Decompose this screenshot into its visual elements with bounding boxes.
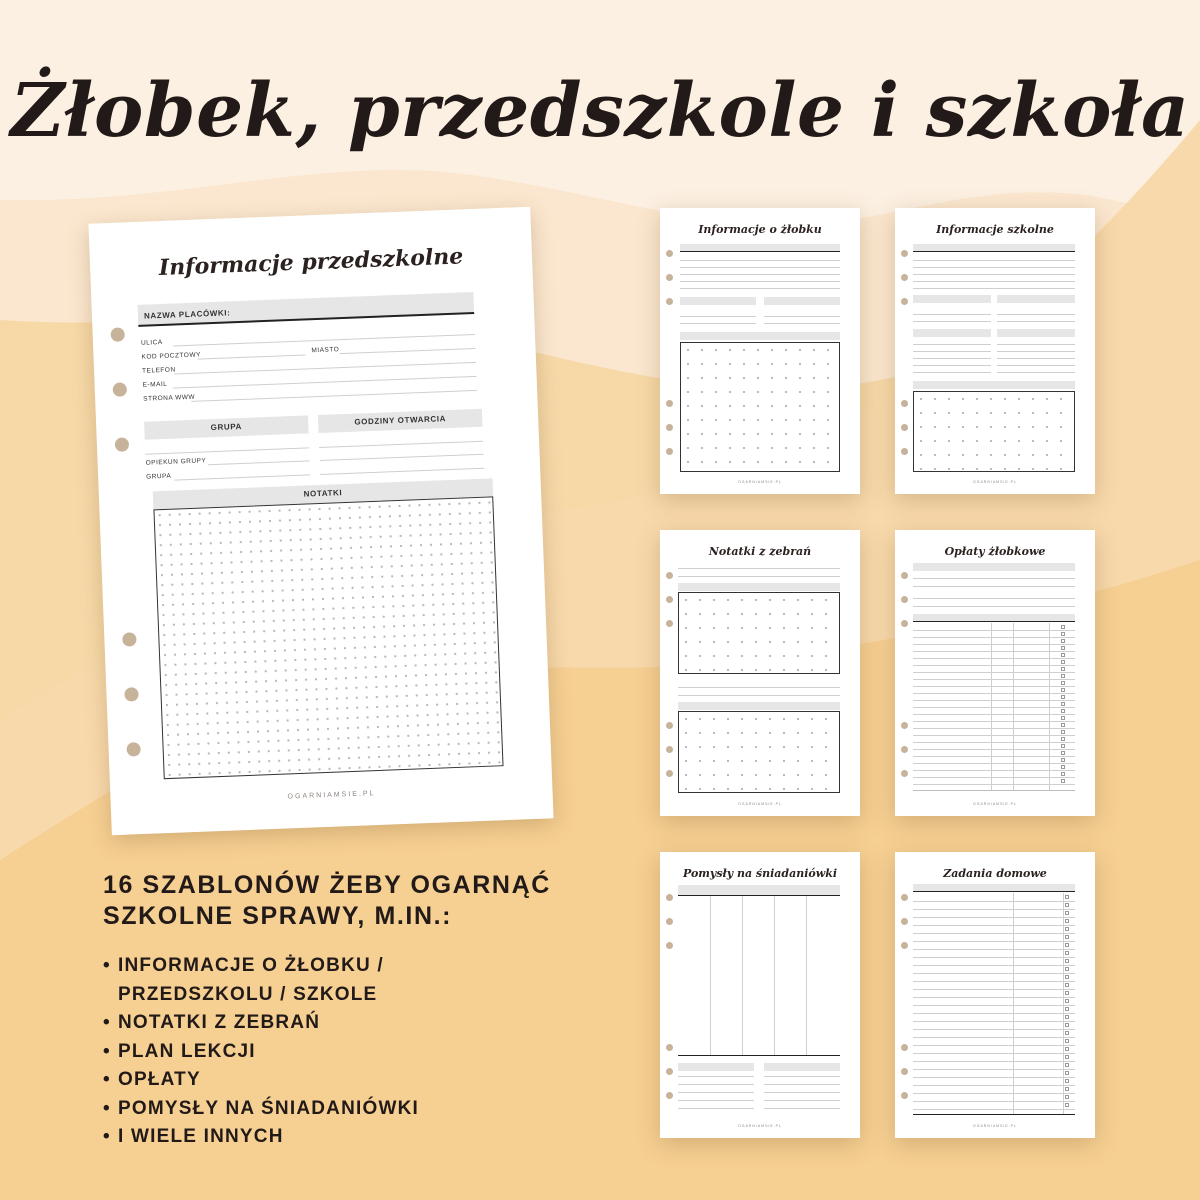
checkbox-icon: [1065, 1031, 1069, 1035]
planner-page-nursery-info: [660, 208, 860, 494]
field-label-street: ULICA: [140, 338, 163, 347]
checkbox-icon: [1061, 723, 1065, 727]
footer-brand: OGARNIAMSIE.PL: [973, 480, 1017, 484]
checkbox-icon: [1061, 667, 1065, 671]
field-line: [678, 1108, 754, 1109]
field-line: [680, 288, 840, 289]
field-line: [997, 365, 1075, 366]
table-row-line: [913, 997, 1075, 998]
table-row-line: [913, 679, 1075, 680]
ring-hole: [666, 424, 673, 431]
checkbox-icon: [1065, 1007, 1069, 1011]
checkbox-icon: [1065, 903, 1069, 907]
ring-hole: [666, 274, 673, 281]
checkbox-icon: [1061, 653, 1065, 657]
checkbox-icon: [1065, 999, 1069, 1003]
table-row-line: [913, 1021, 1075, 1022]
table-column-line: [1013, 893, 1014, 1114]
field-line: [678, 1076, 754, 1077]
table-row-line: [913, 700, 1075, 701]
checkbox-icon: [1065, 1055, 1069, 1059]
header-bar: [913, 295, 991, 303]
table-column-line: [774, 896, 775, 1055]
ring-hole: [901, 1068, 908, 1075]
checkbox-icon: [1065, 895, 1069, 899]
checkbox-icon: [1061, 765, 1065, 769]
field-line: [680, 316, 756, 317]
table-row-line: [913, 735, 1075, 736]
ring-hole: [666, 942, 673, 949]
field-line: [678, 568, 840, 569]
feature-list-item: • OPŁATY: [103, 1066, 623, 1095]
table-row-line: [913, 693, 1075, 694]
field-line: [913, 578, 1075, 579]
table-row-line: [913, 973, 1075, 974]
checkbox-icon: [1061, 702, 1065, 706]
notes-bar: NOTATKI: [153, 478, 493, 509]
ring-hole: [901, 424, 908, 431]
checkbox-icon: [1061, 758, 1065, 762]
checkbox-icon: [1065, 1023, 1069, 1027]
header-bar: [997, 329, 1075, 337]
table-row-line: [913, 665, 1075, 666]
table-row-line: [913, 949, 1075, 950]
footer-brand: OGARNIAMSIE.PL: [287, 790, 376, 801]
table-row-line: [913, 728, 1075, 729]
page-headline: Żłobek, przedszkole i szkoła: [10, 68, 1190, 154]
planner-page-lunchbox-ideas: [660, 852, 860, 1138]
table-row-line: [913, 721, 1075, 722]
feature-list-item: • INFORMACJE O ŻŁOBKU /: [103, 952, 623, 981]
table-row-line: [913, 957, 1075, 958]
ring-hole: [666, 572, 673, 579]
ring-hole: [901, 274, 908, 281]
field-line: [680, 274, 840, 275]
ring-hole: [666, 722, 673, 729]
checkbox-icon: [1065, 975, 1069, 979]
checkbox-icon: [1061, 744, 1065, 748]
notes-bar: [680, 332, 840, 340]
field-line: [319, 441, 483, 448]
field-line: [764, 1084, 840, 1085]
field-line: [913, 260, 1075, 261]
footer-brand: OGARNIAMSIE.PL: [973, 802, 1017, 806]
field-line: [913, 281, 1075, 282]
ring-hole: [666, 1068, 673, 1075]
table-row-line: [913, 1037, 1075, 1038]
field-line: [997, 358, 1075, 359]
checkbox-icon: [1061, 688, 1065, 692]
planner-page-homework: [895, 852, 1095, 1138]
footer-brand: OGARNIAMSIE.PL: [973, 1124, 1017, 1128]
ring-hole: [901, 894, 908, 901]
header-bar: [997, 295, 1075, 303]
ring-hole: [901, 1044, 908, 1051]
field-line: [764, 1076, 840, 1077]
header-bar: [913, 329, 991, 337]
field-line: [340, 348, 476, 354]
ring-hole: [901, 918, 908, 925]
planner-page-meeting-notes: [660, 530, 860, 816]
page-title: Pomysły na śniadaniówki: [682, 867, 838, 880]
promo-section: [103, 870, 623, 1152]
feature-list-item: • POMYSŁY NA ŚNIADANIÓWKI: [103, 1095, 623, 1124]
ring-hole: [115, 437, 130, 452]
feature-list: [103, 952, 623, 1152]
field-line: [680, 267, 840, 268]
ring-hole: [666, 1044, 673, 1051]
ring-hole: [901, 746, 908, 753]
facility-name-bar: NAZWA PLACÓWKI:: [138, 292, 475, 327]
notes-bar: [913, 381, 1075, 389]
dot-grid-notes-area: [678, 592, 840, 674]
table-row-line: [913, 1045, 1075, 1046]
field-line: [764, 316, 840, 317]
page-title: Informacje przedszkolne: [158, 243, 464, 282]
planner-page-preschool-info: [88, 207, 553, 836]
table-header: [678, 885, 840, 896]
feature-list-item: • NOTATKI Z ZEBRAŃ: [103, 1009, 623, 1038]
field-line: [174, 362, 476, 375]
ring-hole: [122, 632, 137, 647]
table-row-line: [913, 1053, 1075, 1054]
fees-table: [913, 623, 1075, 791]
field-line: [678, 1084, 754, 1085]
table-row-line: [913, 933, 1075, 934]
checkbox-icon: [1061, 751, 1065, 755]
lunch-ideas-table: [678, 896, 840, 1056]
table-row-line: [913, 1013, 1075, 1014]
field-line: [913, 358, 991, 359]
table-row-line: [913, 1085, 1075, 1086]
table-column-line: [1049, 623, 1050, 790]
table-row-line: [913, 742, 1075, 743]
page-title: Informacje o żłobku: [698, 223, 822, 236]
field-line: [997, 372, 1075, 373]
field-line: [198, 354, 306, 359]
field-line: [174, 474, 310, 480]
dot-grid-notes-area: [678, 711, 840, 793]
table-row-line: [913, 1109, 1075, 1110]
table-row-line: [913, 637, 1075, 638]
field-label-group: GRUPA: [146, 472, 172, 481]
field-label-city: MIASTO: [311, 346, 340, 355]
table-column-line: [1013, 623, 1014, 790]
field-line: [678, 687, 840, 688]
checkbox-icon: [1065, 959, 1069, 963]
table-header: [913, 884, 1075, 892]
field-label-website: STRONA WWW: [143, 393, 196, 403]
promo-headline-line: 16 SZABLONÓW ŻEBY OGARNĄĆ: [103, 871, 551, 899]
checkbox-icon: [1061, 625, 1065, 629]
field-line: [913, 598, 1075, 599]
field-line: [764, 1108, 840, 1109]
checkbox-icon: [1061, 681, 1065, 685]
field-line: [913, 321, 991, 322]
checkbox-icon: [1065, 1087, 1069, 1091]
field-line: [173, 334, 475, 347]
table-row-line: [913, 714, 1075, 715]
ring-hole: [666, 918, 673, 925]
field-line: [913, 288, 1075, 289]
header-bar: [764, 297, 840, 305]
ring-hole: [666, 1092, 673, 1099]
checkbox-icon: [1065, 1079, 1069, 1083]
table-column-line: [991, 623, 992, 790]
field-line: [678, 576, 840, 577]
table-column-line: [806, 896, 807, 1055]
table-row-line: [913, 672, 1075, 673]
dot-grid-notes-area: [153, 496, 503, 779]
ring-hole: [666, 596, 673, 603]
promo-headline-line: SZKOLNE SPRAWY, M.IN.:: [103, 902, 453, 930]
checkbox-icon: [1061, 660, 1065, 664]
ring-hole: [901, 298, 908, 305]
field-line: [191, 390, 477, 402]
table-row-line: [913, 1077, 1075, 1078]
field-line: [913, 606, 1075, 607]
ring-hole: [901, 770, 908, 777]
table-row-line: [913, 1005, 1075, 1006]
footer-brand: OGARNIAMSIE.PL: [738, 1124, 782, 1128]
field-line: [913, 344, 991, 345]
table-row-line: [913, 901, 1075, 902]
dot-grid-notes-area: [680, 342, 840, 472]
field-line: [913, 274, 1075, 275]
table-column-line: [1063, 893, 1064, 1114]
planner-page-school-info: [895, 208, 1095, 494]
feature-list-item: • I WIELE INNYCH: [103, 1123, 623, 1152]
checkbox-icon: [1061, 716, 1065, 720]
field-line: [913, 372, 991, 373]
checkbox-icon: [1061, 674, 1065, 678]
ring-hole: [666, 746, 673, 753]
field-line: [678, 1100, 754, 1101]
checkbox-icon: [1065, 991, 1069, 995]
field-label-caretaker: OPIEKUN GRUPY: [145, 457, 207, 467]
table-row-line: [913, 1093, 1075, 1094]
header-bar: [680, 297, 756, 305]
opening-hours-bar: GODZINY OTWARCIA: [318, 409, 483, 433]
ring-hole: [666, 894, 673, 901]
ring-hole: [126, 742, 141, 757]
table-row-line: [913, 756, 1075, 757]
table-row-line: [913, 749, 1075, 750]
table-row-line: [913, 989, 1075, 990]
field-line: [680, 281, 840, 282]
checkbox-icon: [1065, 943, 1069, 947]
promo-headline: [103, 870, 623, 932]
checkbox-icon: [1061, 639, 1065, 643]
planner-page-nursery-fees: [895, 530, 1095, 816]
checkbox-icon: [1065, 983, 1069, 987]
field-line: [913, 267, 1075, 268]
checkbox-icon: [1065, 1047, 1069, 1051]
header-bar: [764, 1063, 840, 1071]
table-row-line: [913, 707, 1075, 708]
table-row-line: [913, 1061, 1075, 1062]
page-title: Notatki z zebrań: [708, 545, 812, 558]
checkbox-icon: [1061, 646, 1065, 650]
checkbox-icon: [1065, 1039, 1069, 1043]
checkbox-icon: [1061, 709, 1065, 713]
notes-bar: [678, 583, 840, 591]
ring-hole: [901, 250, 908, 257]
table-column-line: [742, 896, 743, 1055]
ring-hole: [901, 620, 908, 627]
header-bar: [913, 563, 1075, 571]
group-bar: GRUPA: [144, 415, 309, 439]
table-column-line: [710, 896, 711, 1055]
ring-hole: [901, 448, 908, 455]
field-line: [913, 351, 991, 352]
checkbox-icon: [1061, 772, 1065, 776]
checkbox-icon: [1065, 927, 1069, 931]
table-row-line: [913, 917, 1075, 918]
page-title: Informacje szkolne: [936, 223, 1054, 236]
ring-hole: [901, 572, 908, 579]
field-line: [678, 695, 840, 696]
field-line: [320, 454, 484, 461]
field-line: [997, 344, 1075, 345]
table-row-line: [913, 1069, 1075, 1070]
field-line: [997, 314, 1075, 315]
checkbox-icon: [1065, 951, 1069, 955]
homework-table: [913, 893, 1075, 1115]
table-row-line: [913, 1029, 1075, 1030]
field-label-phone: TELEFON: [141, 366, 176, 375]
ring-hole: [666, 448, 673, 455]
header-bar: [913, 244, 1075, 252]
checkbox-icon: [1065, 935, 1069, 939]
footer-brand: OGARNIAMSIE.PL: [738, 802, 782, 806]
notes-bar: [678, 702, 840, 710]
checkbox-icon: [1061, 737, 1065, 741]
field-line: [173, 376, 477, 389]
checkbox-icon: [1065, 919, 1069, 923]
ring-hole: [666, 250, 673, 257]
ring-hole: [666, 400, 673, 407]
checkbox-icon: [1065, 911, 1069, 915]
field-line: [997, 321, 1075, 322]
table-row-line: [913, 651, 1075, 652]
checkbox-icon: [1065, 967, 1069, 971]
field-line: [680, 260, 840, 261]
table-row-line: [913, 658, 1075, 659]
ring-hole: [901, 722, 908, 729]
header-bar: [678, 1063, 754, 1071]
table-row-line: [913, 941, 1075, 942]
checkbox-icon: [1061, 695, 1065, 699]
table-row-line: [913, 644, 1075, 645]
field-label-email: E-MAIL: [142, 380, 168, 389]
table-row-line: [913, 770, 1075, 771]
table-row-line: [913, 1101, 1075, 1102]
field-line: [320, 468, 484, 475]
field-line: [764, 1092, 840, 1093]
checkbox-icon: [1061, 730, 1065, 734]
feature-list-item-continued: PRZEDSZKOLU / SZKOLE: [118, 983, 378, 1005]
checkbox-icon: [1065, 1063, 1069, 1067]
field-line: [678, 1092, 754, 1093]
table-row-line: [913, 763, 1075, 764]
ring-hole: [666, 298, 673, 305]
ring-hole: [901, 596, 908, 603]
table-row-line: [913, 965, 1075, 966]
table-row-line: [913, 777, 1075, 778]
field-line: [913, 314, 991, 315]
table-header: [913, 614, 1075, 622]
page-title: Opłaty żłobkowe: [944, 545, 1046, 558]
feature-list-item: • PLAN LEKCJI: [103, 1038, 623, 1067]
table-row-line: [913, 909, 1075, 910]
table-row-line: [913, 925, 1075, 926]
footer-brand: OGARNIAMSIE.PL: [738, 480, 782, 484]
field-label-postcode: KOD POCZTOWY: [141, 351, 202, 361]
field-line: [913, 365, 991, 366]
checkbox-icon: [1065, 1015, 1069, 1019]
ring-hole: [901, 400, 908, 407]
field-line: [208, 460, 310, 465]
checkbox-icon: [1061, 632, 1065, 636]
field-line: [997, 351, 1075, 352]
field-line: [680, 323, 756, 324]
dot-grid-notes-area: [913, 391, 1075, 472]
field-line: [764, 1100, 840, 1101]
checkbox-icon: [1065, 1103, 1069, 1107]
field-line: [145, 447, 309, 454]
ring-hole: [124, 687, 139, 702]
ring-hole: [901, 942, 908, 949]
ring-hole: [666, 620, 673, 627]
ring-hole: [110, 327, 125, 342]
checkbox-icon: [1061, 779, 1065, 783]
ring-hole: [901, 1092, 908, 1099]
field-line: [913, 586, 1075, 587]
header-bar: [680, 244, 840, 252]
ring-hole: [113, 382, 128, 397]
checkbox-icon: [1065, 1095, 1069, 1099]
table-row-line: [913, 981, 1075, 982]
table-row-line: [913, 630, 1075, 631]
table-row-line: [913, 686, 1075, 687]
ring-hole: [666, 770, 673, 777]
page-title: Zadania domowe: [943, 867, 1047, 880]
field-line: [764, 323, 840, 324]
checkbox-icon: [1065, 1071, 1069, 1075]
table-row-line: [913, 784, 1075, 785]
